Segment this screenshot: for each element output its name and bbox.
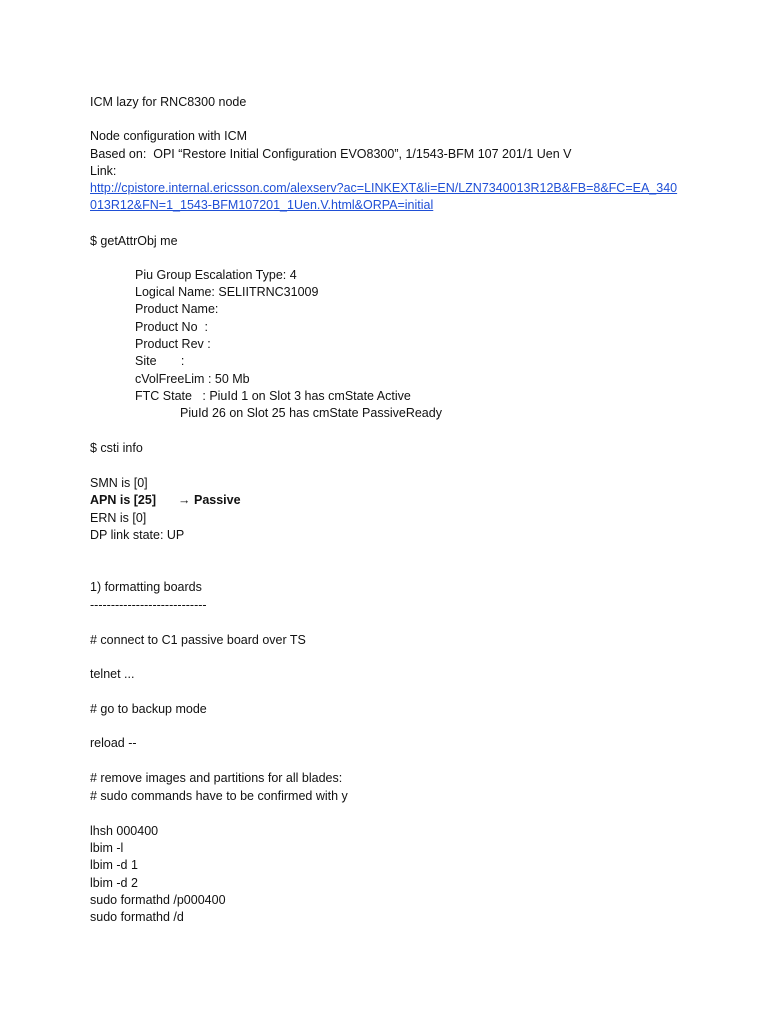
attr-line: Logical Name: SELIITRNC31009 [135,285,319,299]
comment-line: # go to backup mode [90,702,207,716]
attr-line-continuation: PiuId 26 on Slot 25 has cmState PassiveReady [180,406,442,420]
command-line: telnet ... [90,667,135,681]
attr-line: Piu Group Escalation Type: 4 [135,268,297,282]
attr-line: cVolFreeLim : 50 Mb [135,372,250,386]
attr-line: Product Name: [135,302,219,316]
link-label: Link: [90,164,117,178]
comment-line: # connect to C1 passive board over TS [90,633,306,647]
apn-text: APN is [25] [90,493,156,507]
command-line: sudo formathd /p000400 [90,893,226,907]
dp-link-line: DP link state: UP [90,528,185,542]
comment-line: # remove images and partitions for all blades: [90,771,343,785]
command-line: sudo formathd /d [90,910,184,924]
arrow-right-icon: → [178,493,191,507]
command-getattrobj: $ getAttrObj me [90,234,178,248]
attr-line: FTC State : PiuId 1 on Slot 3 has cmState Active [135,389,411,403]
doc-title: ICM lazy for RNC8300 node [90,95,247,109]
ern-line: ERN is [0] [90,511,147,525]
attr-line: Site : [135,354,185,368]
based-on-line: Based on: OPI “Restore Initial Configuration EVO8300”, 1/1543-BFM 107 201/1 Uen V [90,147,572,161]
comment-line: # sudo commands have to be confirmed with y [90,789,348,803]
attr-line: Product Rev : [135,337,211,351]
doc-subtitle: Node configuration with ICM [90,129,248,143]
apn-note: Passive [193,493,241,507]
divider-line: ---------------------------- [90,598,207,612]
section-heading: 1) formatting boards [90,580,202,594]
command-line: reload -- [90,736,137,750]
command-line: lhsh 000400 [90,824,159,838]
attr-line: Product No : [135,320,208,334]
command-line: lbim -d 2 [90,876,138,890]
smn-line: SMN is [0] [90,476,148,490]
reference-link-line-2[interactable]: 013R12&FN=1_1543-BFM107201_1Uen.V.html&ORPA=initial [90,198,434,212]
apn-line [90,492,241,508]
command-line: lbim -l [90,841,124,855]
command-line: lbim -d 1 [90,858,138,872]
reference-link-line-1[interactable]: http://cpistore.internal.ericsson.com/alexserv?ac=LINKEXT&li=EN/LZN7340013R12B&FB=8&FC=EA_340 [90,181,678,195]
command-csti-info: $ csti info [90,441,143,455]
